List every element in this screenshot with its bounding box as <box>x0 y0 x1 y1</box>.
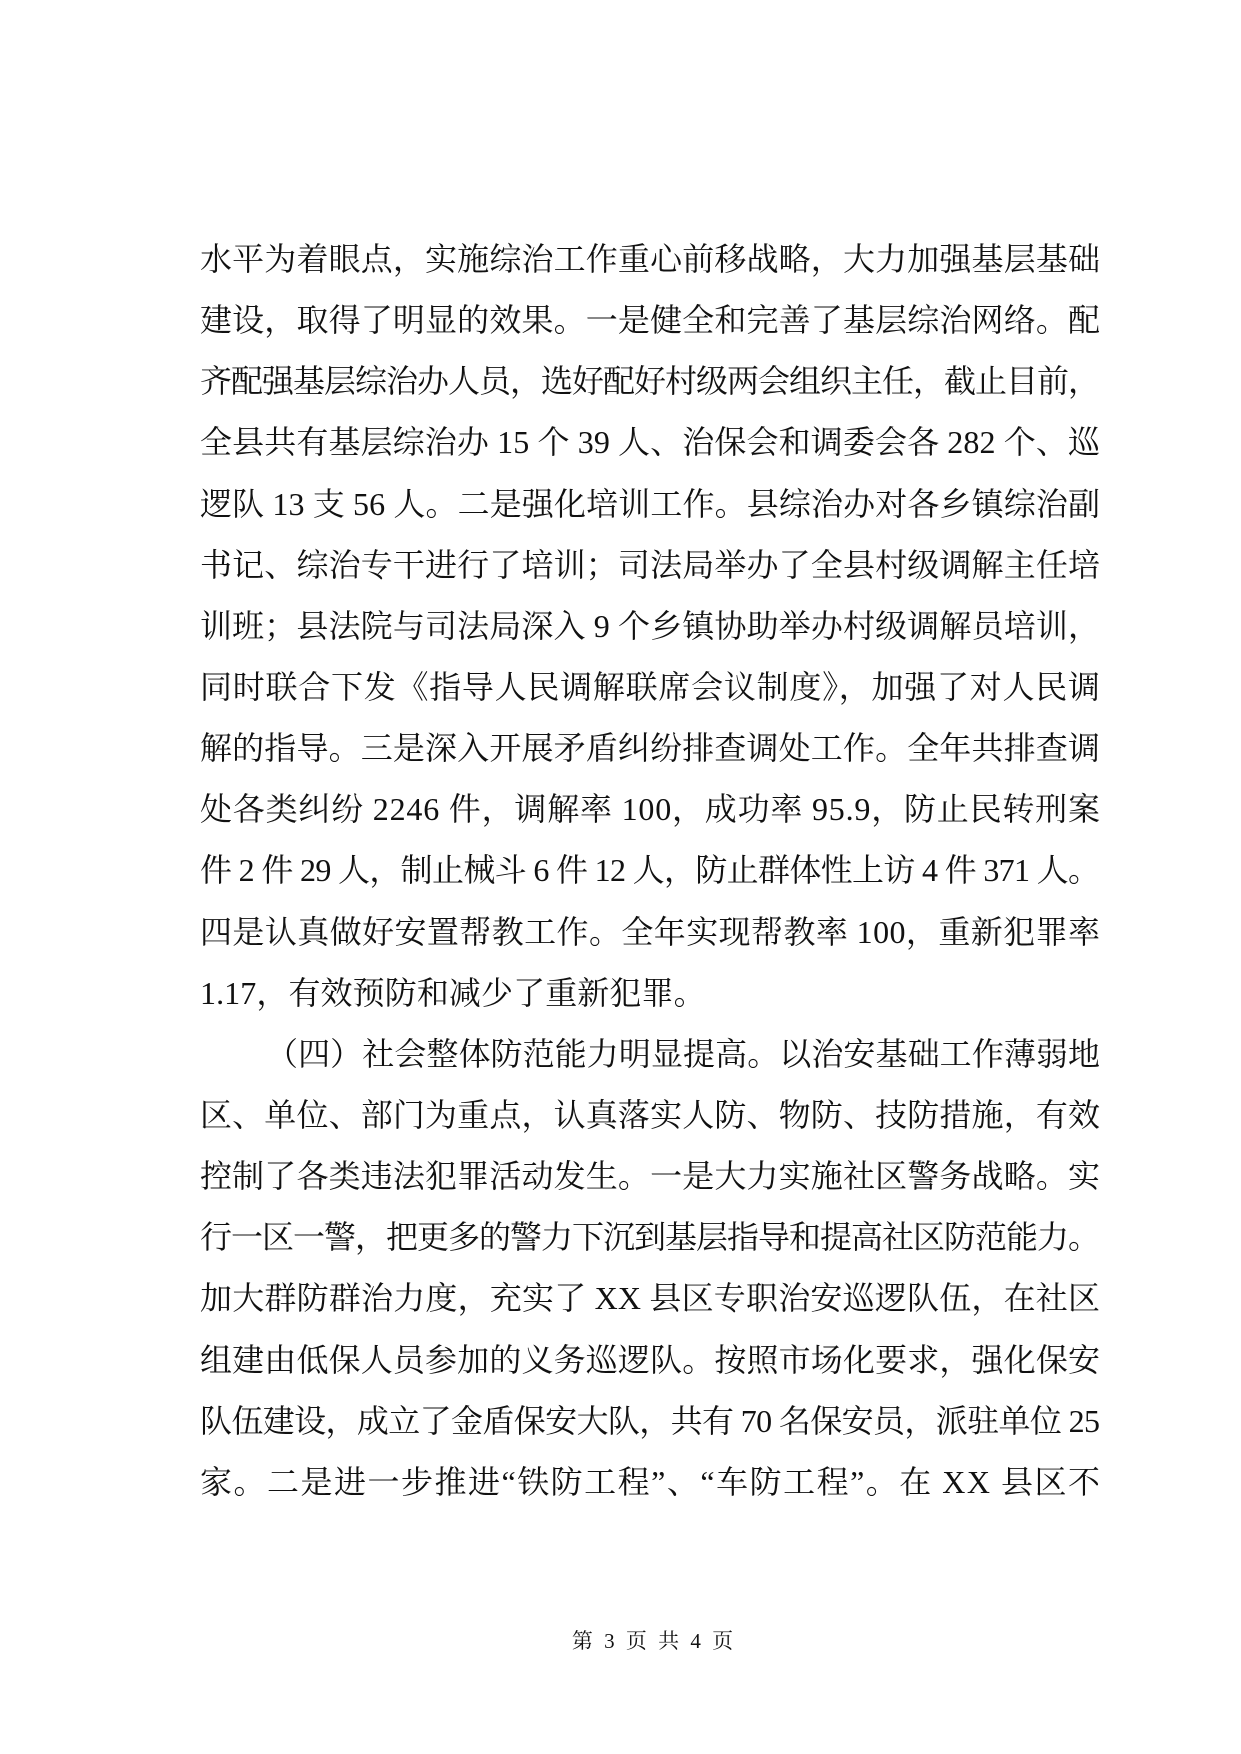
text-line: 组建由低保人员参加的义务巡逻队。按照市场化要求，强化保安 <box>200 1341 1101 1378</box>
paragraph <box>200 229 1100 1024</box>
text-line: （四）社会整体防范能力明显提高。以治安基础工作薄弱地 <box>266 1035 1101 1072</box>
text-line: 控制了各类违法犯罪活动发生。一是大力实施社区警务战略。实 <box>200 1158 1101 1195</box>
paragraph <box>200 1024 1100 1513</box>
text-line: 同时联合下发《指导人民调解联席会议制度》，加强了对人民调 <box>200 668 1101 705</box>
text-line: 家。二是进一步推进“铁防工程”、“车防工程”。在 XX 县区不 <box>200 1463 1102 1500</box>
body-text <box>200 229 1100 1513</box>
text-line: 加大群防群治力度，充实了 XX 县区专职治安巡逻队伍，在社区 <box>200 1280 1101 1317</box>
text-line: 1.17，有效预防和减少了重新犯罪。 <box>200 974 706 1011</box>
page-number: 第 3 页 共 4 页 <box>571 1629 737 1653</box>
text-line: 训班；县法院与司法局深入 9 个乡镇协助举办村级调解员培训， <box>200 607 1101 644</box>
text-line: 建设，取得了明显的效果。一是健全和完善了基层综治网络。配 <box>200 302 1101 339</box>
text-line: 队伍建设，成立了金盾保安大队，共有 70 名保安员，派驻单位 25 <box>200 1402 1100 1439</box>
text-line: 水平为着眼点，实施综治工作重心前移战略，大力加强基层基础 <box>200 241 1101 277</box>
page-footer <box>200 1627 1108 1655</box>
text-line: 四是认真做好安置帮教工作。全年实现帮教率 100，重新犯罪率 <box>200 913 1101 950</box>
text-line: 齐配强基层综治办人员，选好配好村级两会组织主任，截止目前， <box>200 363 1099 400</box>
text-line: 行一区一警，把更多的警力下沉到基层指导和提高社区防范能力。 <box>200 1219 1099 1256</box>
text-line: 逻队 13 支 56 人。二是强化培训工作。县综治办对各乡镇综治副 <box>200 485 1101 522</box>
text-line: 件 2 件 29 人，制止械斗 6 件 12 人，防止群体性上访 4 件 371 人。 <box>200 852 1100 889</box>
text-line: 全县共有基层综治办 15 个 39 人、治保会和调委会各 282 个、巡 <box>200 424 1101 461</box>
text-line: 区、单位、部门为重点，认真落实人防、物防、技防措施，有效 <box>200 1096 1101 1133</box>
text-line: 处各类纠纷 2246 件，调解率 100，成功率 95.9，防止民转刑案 <box>200 791 1101 828</box>
text-line: 解的指导。三是深入开展矛盾纠纷排查调处工作。全年共排查调 <box>200 730 1101 767</box>
text-line: 书记、综治专干进行了培训；司法局举办了全县村级调解主任培 <box>200 546 1101 583</box>
